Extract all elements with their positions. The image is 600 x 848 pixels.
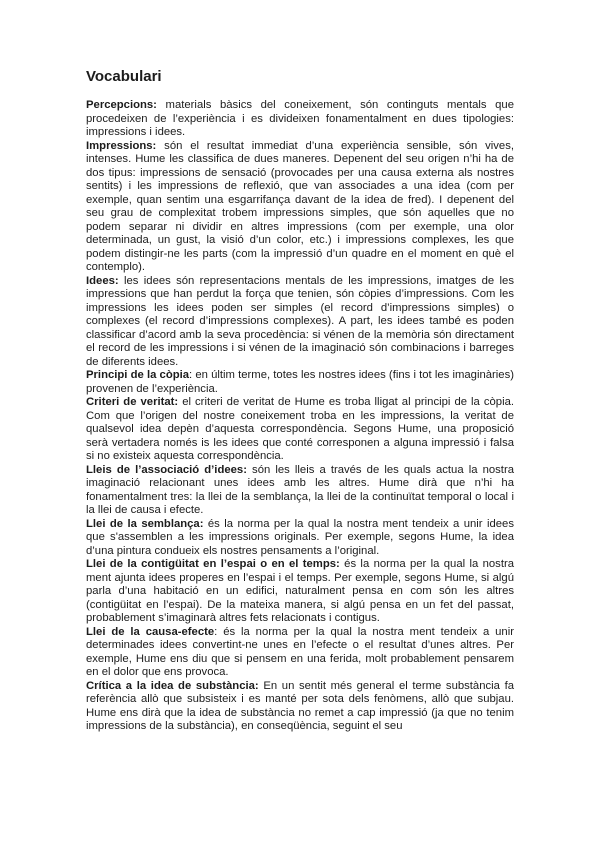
- definition: : és la norma per la qual la nostra ment tendeix a unir determinades idees convertint-ne unes en l’efecte o el resultat d’unes altres. Per exemple, Hume ens diu que si pensem en una ferida, molt probablement pensarem en el dolor que ens provoca.: [86, 625, 514, 678]
- term: Llei de la semblança:: [86, 517, 204, 530]
- entry-criteri-veritat: [86, 396, 514, 464]
- entry-lleis-associacio: [86, 464, 514, 518]
- definition: En un sentit més general el terme substància fa referència allò que subsisteix i es manté per sota dels fenòmens, allò que subjau. Hume ens dirà que la idea de substància no remet a cap impressió (ja que no tenim impressions de la substància), en conseqüència, seguint el seu: [86, 679, 515, 732]
- term: Lleis de l’associació d’idees:: [86, 463, 247, 476]
- entry-critica-substancia: [86, 680, 514, 734]
- entry-idees: [86, 275, 514, 370]
- definition: materials bàsics del coneixement, són continguts mentals que procedeixen de l’experiència i es divideixen fonamentalment en dues tipologies: impressions i idees.: [86, 99, 514, 138]
- definition: el criteri de veritat de Hume es troba lligat al principi de la còpia. Com que l’origen del nostre coneixement troba en les impressions, la veritat de qualsevol idea depèn d’aquesta correspondència. Segons Hume, una proposició serà vertadera només is les idees que conté corresponen a alguna impressió i falsa si no existeix aquesta correspondència.: [86, 396, 515, 462]
- term: Crítica a la idea de substància:: [86, 679, 259, 692]
- entry-llei-semblanca: [86, 518, 514, 559]
- term: Llei de la contigüitat en l’espai o en el temps:: [86, 558, 340, 570]
- entry-impressions: [86, 140, 514, 275]
- definition: : en últim terme, totes les nostres idees (fins i tot les imaginàries) provenen de l’experiència.: [86, 369, 514, 395]
- definition: són el resultat immediat d’una experiència sensible, són vives, intenses. Hume les classifica de dues maneres. Depenent del seu origen n’hi ha de dos tipus: impressions de sensació (provocades per una causa externa als nostres sentits) i les impressions de reflexió, que van associades a una idea (com per exemple, quan sentim una esgarrifança davant de la idea de fred). I depenent del seu grau de complexitat trobem impressions simples, que són aquelles que no podem separar ni dividir en altres impressions (com per exemple, una olor determinada, un gust, la visió d’un color, etc.) i impressions complexes, les que podem distingir-ne les parts (com la impressió d’un quadre en el moment en què el contemplo).: [86, 139, 514, 273]
- page-title: Vocabulari: [86, 68, 162, 85]
- entry-percepcions: [86, 99, 514, 140]
- definition: són les lleis a través de les quals actua la nostra imaginació relacionant unes idees amb les altres. Hume dirà que n’hi ha fonamentalment tres: la llei de la semblança, la llei de la continuïtat temporal o local i la llei de causa i efecte.: [86, 463, 514, 516]
- term: Principi de la còpia: [86, 369, 190, 381]
- term: Idees:: [86, 274, 119, 287]
- vocabulary-list: [86, 99, 514, 734]
- term: Criteri de veritat:: [86, 396, 179, 408]
- definition: és la norma per la qual la nostra ment ajunta idees properes en l’espai i el temps. Per exemple, segons Hume, si algú parla d’una habitació en un edifici, naturalment pensa en com són les altres (contigüitat en l’espai). De la mateixa manera, si algú pensa en un fet del passat, probablement s’imaginarà altres fets relacionats i contigus.: [86, 558, 514, 624]
- entry-principi-copia: [86, 369, 514, 396]
- definition: és la norma per la qual la nostra ment tendeix a unir idees que s'assemblen a les impressions originals. Per exemple, segons Hume, la idea d’una pintura condueix els nostres pensaments a l’original.: [86, 517, 514, 557]
- entry-llei-contiguitat: [86, 558, 514, 626]
- definition: les idees són representacions mentals de les impressions, imatges de les impressions que han perdut la força que tenien, són còpies d’impressions. Com les impressions les idees poden ser simples (el record d’impressions simples) o complexes (el record d’impressions complexes). A part, les idees també es poden classificar d’acord amb la seva procedència: si vénen de la memòria són directament el record de les impressions i si vénen de la imaginació són combinacions i barreges de diferents idees.: [86, 274, 514, 368]
- term: Llei de la causa-efecte: [86, 625, 215, 638]
- term: Impressions:: [86, 139, 157, 152]
- entry-llei-causa-efecte: [86, 626, 514, 680]
- term: Percepcions:: [86, 99, 157, 111]
